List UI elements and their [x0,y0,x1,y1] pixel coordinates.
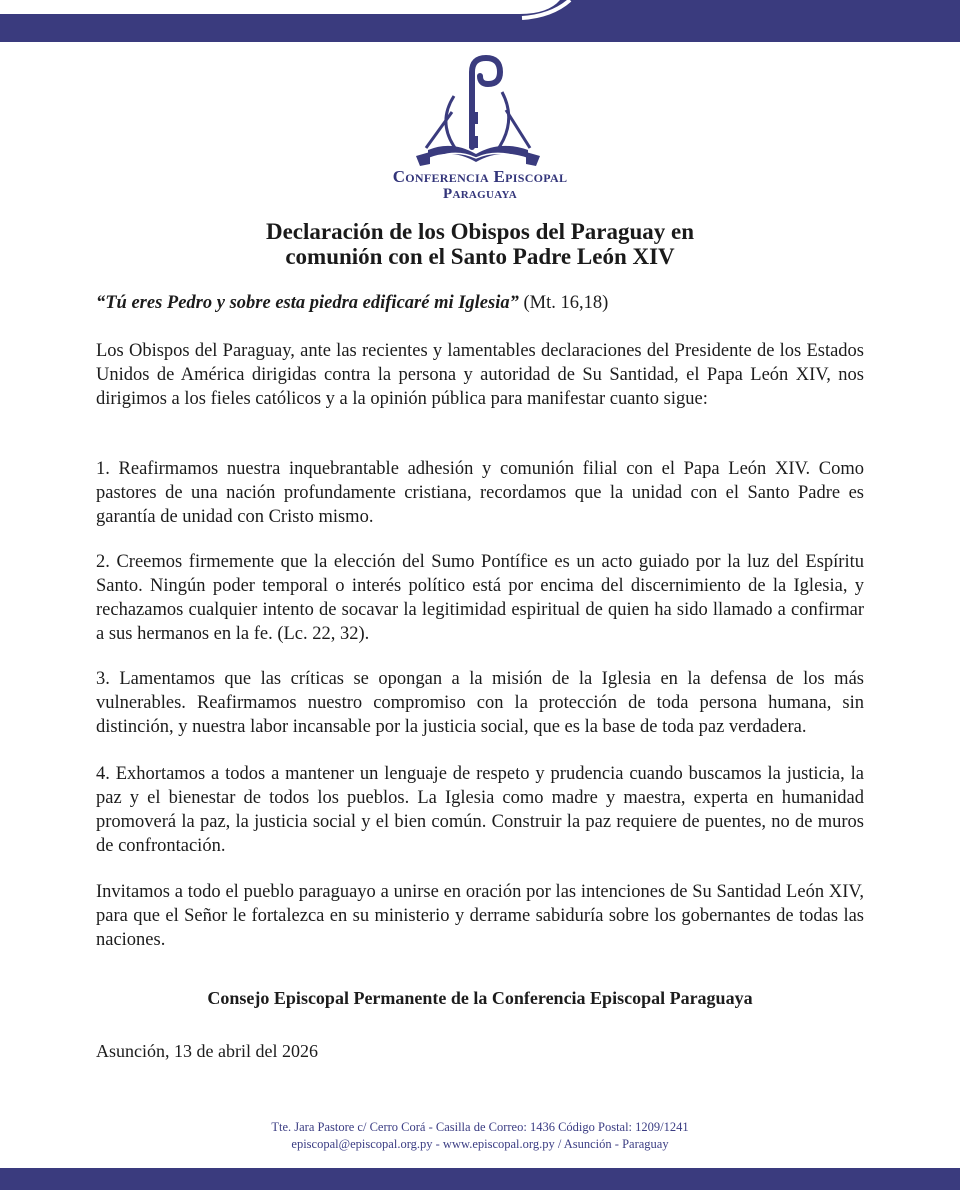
point-2-paragraph: 2. Creemos firmemente que la elección del Sumo Pontífice es un acto guiado por la luz del Espíritu Santo. Ningún poder temporal o interés político está por encima del discernimiento de la Iglesia, y rechazamos cualquier intento de socavar la legitimidad espiritual de quien ha sido llamado a confirmar a sus hermanos en la fe. (Lc. 22, 32). [96,552,864,644]
intro-paragraph: Los Obispos del Paraguay, ante las recientes y lamentables declaraciones del Presidente de los Estados Unidos de América dirigidas contra la persona y autoridad de Su Santidad, el Papa León XIV, nos dirigimos a los fieles católicos y a la opinión pública para manifestar cuanto sigue: [96,341,864,409]
point-1-paragraph: 1. Reafirmamos nuestra inquebrantable adhesión y comunión filial con el Papa León XIV. Como pastores de una nación profundamente cristiana, recordamos que la unidad con el Santo Padre es garantía de unidad con Cristo mismo. [96,459,864,527]
quote-text: “Tú eres Pedro y sobre esta piedra edificaré mi Iglesia” [96,293,519,313]
quote-reference: (Mt. 16,18) [518,293,609,313]
document-title-line1: Declaración de los Obispos del Paraguay en [265,219,695,244]
document-title-line2: comunión con el Santo Padre León XIV [285,244,675,269]
footer-address: Tte. Jara Pastore c/ Cerro Corá - Casilla de Correo: 1436 Código Postal: 1209/1241 [271,1120,689,1134]
organization-name-line1: Conferencia Episcopal [392,167,568,186]
footer-contact [200,1119,760,1153]
closing-paragraph: Invitamos a todo el pueblo paraguayo a unirse en oración por las intenciones de Su Santidad León XIV, para que el Señor le fortalezca en su ministerio y derrame sabiduría sobre los gobernantes de todas las naciones. [96,882,864,950]
point-3-paragraph: 3. Lamentamos que las críticas se opongan a la misión de la Iglesia en la defensa de los más vulnerables. Reafirmamos nuestro compromiso con la protección de toda persona humana, sin distinción, y nuestra labor incansable por la justicia social, que es la base de toda paz verdadera. [96,669,864,737]
organization-name [330,168,630,202]
scripture-quote [96,291,866,315]
date-line: Asunción, 13 de abril del 2026 [96,1041,318,1061]
point-4-paragraph: 4. Exhortamos a todos a mantener un lenguaje de respeto y prudencia cuando buscamos la justicia, la paz y el bienestar de todos los pueblos. La Iglesia como madre y maestra, experta en humanidad promoverá la paz, la justicia social y el bien común. Construir la paz requiere de puentes, no de muros de confrontación. [96,764,864,856]
document-title [160,219,800,269]
signature: Consejo Episcopal Permanente de la Conferencia Episcopal Paraguaya [207,988,753,1008]
organization-name-line2: Paraguaya [442,186,517,202]
footer-band [0,1168,960,1200]
header-band [0,0,960,42]
footer-contact-line: episcopal@episcopal.org.py - www.episcopal.org.py / Asunción - Paraguay [291,1137,669,1151]
